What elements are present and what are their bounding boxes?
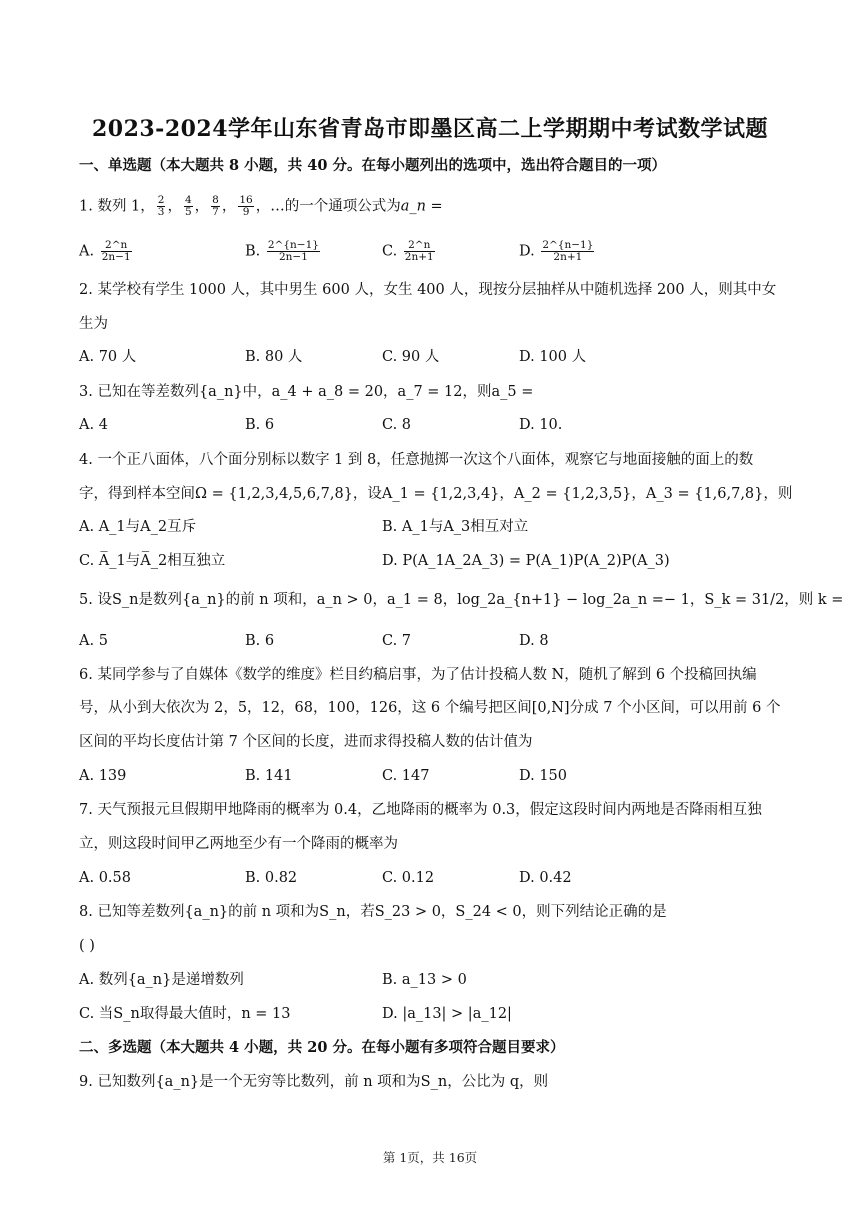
question-2-line-2: 生为 — [79, 316, 108, 332]
q6-option-d[interactable]: D. 150 — [519, 768, 568, 784]
q6-option-a[interactable]: A. 139 — [79, 768, 127, 784]
question-1: 1. 数列 1， $\frac{2}{3}$ ， $\frac{4}{5}$ ， $\frac{8}{7}$ ， $\frac{16}{9}$ ，…的一个通项公式为a_n = — [79, 194, 443, 218]
q1-option-a[interactable]: A. $\frac{2\^{}n}{2n-1}$ — [79, 239, 131, 263]
q1-prefix: 1. 数列 1， — [79, 198, 155, 215]
q1-seq-frac: $\frac{2}{3}$ — [157, 194, 165, 218]
q1-suffix: …的一个通项公式为 — [270, 198, 401, 215]
q1-tail: a_n = — [400, 198, 443, 215]
q6-option-b[interactable]: B. 141 — [245, 768, 293, 784]
q3-option-b[interactable]: B. 6 — [245, 417, 275, 433]
q7-option-d[interactable]: D. 0.42 — [519, 870, 572, 886]
question-3: 3. 已知在等差数列{a_n}中，a_4 + a_8 = 20，a_7 = 12，则a_5 = — [79, 384, 534, 400]
q1-seq-frac: $\frac{8}{7}$ — [212, 194, 219, 218]
q2-option-d[interactable]: D. 100 人 — [519, 349, 587, 365]
q1-seq-frac: $\frac{16}{9}$ — [239, 194, 253, 218]
q8-option-d[interactable]: D. |a_13| > |a_12| — [382, 1006, 512, 1022]
section-heading-single-choice: 一、单选题（本大题共 8 小题，共 40 分。在每小题列出的选项中，选出符合题目的一项） — [79, 157, 666, 174]
question-2-line-1: 2. 某学校有学生 1000 人，其中男生 600 人，女生 400 人，现按分层抽样从中随机选择 200 人，则其中女 — [79, 282, 777, 298]
page-footer: 第 1页，共 16页 — [382, 1150, 478, 1165]
q8-option-a[interactable]: A. 数列{a_n}是递增数列 — [79, 972, 244, 988]
q3-option-d[interactable]: D. 10. — [519, 417, 563, 433]
question-7-line-1: 7. 天气预报元旦假期甲地降雨的概率为 0.4，乙地降雨的概率为 0.3，假定这段时间内两地是否降雨相互独 — [79, 802, 762, 818]
q5-option-d[interactable]: D. 8 — [519, 633, 549, 649]
question-6-line-3: 区间的平均长度估计第 7 个区间的长度，进而求得投稿人数的估计值为 — [79, 734, 533, 750]
q2-option-b[interactable]: B. 80 人 — [245, 349, 303, 365]
q1-option-d[interactable]: D. $\frac{2\^{}\{n-1\}}{2n+1}$ — [519, 239, 594, 263]
q7-option-b[interactable]: B. 0.82 — [245, 870, 298, 886]
section-heading-multi-choice: 二、多选题（本大题共 4 小题，共 20 分。在每小题有多项符合题目要求） — [79, 1039, 565, 1056]
q1-seq-frac: $\frac{4}{5}$ — [184, 194, 192, 218]
page-title: 2023-2024学年山东省青岛市即墨区高二上学期期中考试数学试题 — [91, 116, 769, 142]
q7-option-a[interactable]: A. 0.58 — [79, 870, 131, 886]
q6-option-c[interactable]: C. 147 — [382, 768, 430, 784]
q4-option-b[interactable]: B. A_1与A_3相互对立 — [382, 519, 529, 535]
question-4-line-2: 字，得到样本空间Ω = {1,2,3,4,5,6,7,8}，设A_1 = {1,2,3,4}，A_2 = {1,2,3,5}，A_3 = {1,6,7,8}，则 — [79, 486, 793, 502]
question-5: 5. 设S_n是数列{a_n}的前 n 项和，a_n > 0，a_1 = 8，log_2a_{n+1} − log_2a_n =− 1，S_k = 31/2，则 k = — [79, 592, 844, 608]
q1-option-b[interactable]: B. $\frac{2\^{}\{n-1\}}{2n-1}$ — [245, 239, 319, 263]
q4-option-a[interactable]: A. A_1与A_2互斥 — [79, 519, 197, 535]
q5-option-c[interactable]: C. 7 — [382, 633, 412, 649]
q8-option-c[interactable]: C. 当S_n取得最大值时，n = 13 — [79, 1006, 291, 1022]
q4-option-c[interactable]: C. A̅_1与A̅_2相互独立 — [79, 553, 226, 569]
question-9: 9. 已知数列{a_n}是一个无穷等比数列，前 n 项和为S_n，公比为 q，则 — [79, 1074, 549, 1090]
q8-option-b[interactable]: B. a_13 > 0 — [382, 972, 467, 988]
q3-option-a[interactable]: A. 4 — [79, 417, 108, 433]
q5-option-a[interactable]: A. 5 — [79, 633, 108, 649]
question-8-line-1: 8. 已知等差数列{a_n}的前 n 项和为S_n，若S_23 > 0，S_24 < 0，则下列结论正确的是 — [79, 904, 667, 920]
q4-option-d[interactable]: D. P(A_1A_2A_3) = P(A_1)P(A_2)P(A_3) — [382, 553, 670, 569]
question-6-line-1: 6. 某同学参与了自媒体《数学的维度》栏目约稿启事，为了估计投稿人数 N，随机了解到 6 个投稿回执编 — [79, 667, 757, 683]
q7-option-c[interactable]: C. 0.12 — [382, 870, 435, 886]
question-6-line-2: 号，从小到大依次为 2，5，12，68，100，126，这 6 个编号把区间[0,N]分成 7 个小区间，可以用前 6 个 — [79, 700, 781, 716]
question-4-line-1: 4. 一个正八面体，八个面分别标以数字 1 到 8，任意抛掷一次这个八面体，观察它与地面接触的面上的数 — [79, 452, 754, 468]
q1-option-c[interactable]: C. $\frac{2\^{}n}{2n+1}$ — [382, 239, 434, 263]
question-7-line-2: 立，则这段时间甲乙两地至少有一个降雨的概率为 — [79, 836, 398, 852]
q5-option-b[interactable]: B. 6 — [245, 633, 275, 649]
q2-option-c[interactable]: C. 90 人 — [382, 349, 440, 365]
question-8-line-2: ( ) — [79, 938, 95, 954]
q2-option-a[interactable]: A. 70 人 — [79, 349, 137, 365]
q3-option-c[interactable]: C. 8 — [382, 417, 412, 433]
